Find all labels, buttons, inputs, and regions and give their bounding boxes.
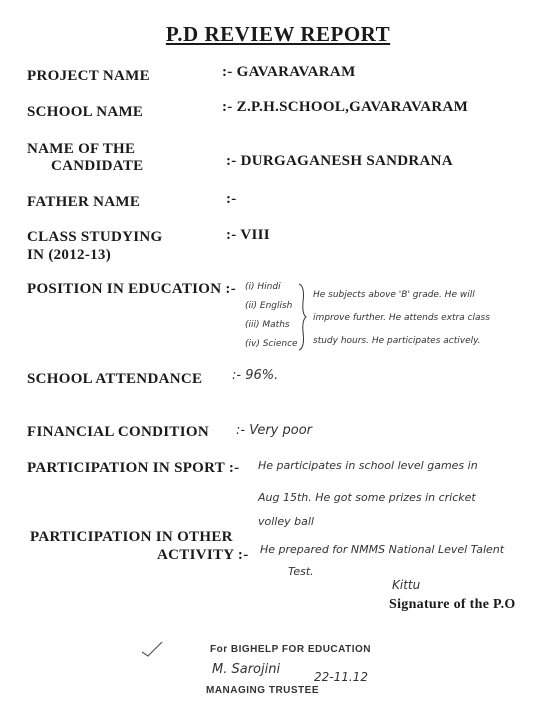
financial-condition-label: FINANCIAL CONDITION [27,424,209,440]
school-name-value: :- Z.P.H.SCHOOL,GAVARAVARAM [222,99,469,115]
subject-4: (iv) Science [245,339,298,349]
brace-icon [297,282,307,352]
other-activity-line1: He prepared for NMMS National Level Talent [260,543,505,556]
checkmark-icon [140,640,164,658]
subject-2: (ii) English [245,301,293,311]
school-attendance-label: SCHOOL ATTENDANCE [27,371,203,387]
school-attendance-value: :- 96%. [232,368,279,383]
project-name-value: :- GAVARAVARAM [222,64,356,80]
position-education-label: POSITION IN EDUCATION :- [27,281,237,297]
page-title: P.D REVIEW REPORT [165,22,391,46]
school-name-label: SCHOOL NAME [27,104,144,120]
stamp-line3: MANAGING TRUSTEE [206,685,319,696]
stamp-handwritten-date: 22-11.12 [314,670,368,684]
class-studying-label-line2: IN (2012-13) [27,247,112,263]
class-studying-value: :- VIII [226,227,270,243]
other-activity-line2: Test. [288,565,314,578]
candidate-value: :- DURGAGANESH SANDRANA [226,153,453,169]
education-remark-line2: improve further. He attends extra class [313,313,490,323]
participation-other-label-line1: PARTICIPATION IN OTHER [30,529,233,545]
sport-line1: He participates in school level games in [258,459,478,472]
education-remark-line3: study hours. He participates actively. [313,336,481,346]
candidate-label-line1: NAME OF THE [27,141,136,157]
education-remark-line1: He subjects above 'B' grade. He will [313,290,475,300]
signature-scribble: Kittu [392,578,421,592]
project-name-label: PROJECT NAME [27,68,150,84]
sport-line3: volley ball [258,515,314,528]
sport-line2: Aug 15th. He got some prizes in cricket [258,491,476,504]
stamp-line1: For BIGHELP FOR EDUCATION [210,644,372,655]
participation-sport-label: PARTICIPATION IN SPORT :- [27,460,240,476]
stamp-handwritten-name: M. Sarojini [212,662,281,677]
subject-3: (iii) Maths [245,320,290,330]
signature-label: Signature of the P.O [389,597,516,612]
father-name-label: FATHER NAME [27,194,141,210]
participation-other-label-line2: ACTIVITY :- [157,547,249,563]
candidate-label-line2: CANDIDATE [51,158,144,174]
class-studying-label-line1: CLASS STUDYING [27,229,163,245]
father-name-value: :- [226,191,237,207]
financial-condition-value: :- Very poor [236,423,313,438]
subject-1: (i) Hindi [245,282,281,292]
